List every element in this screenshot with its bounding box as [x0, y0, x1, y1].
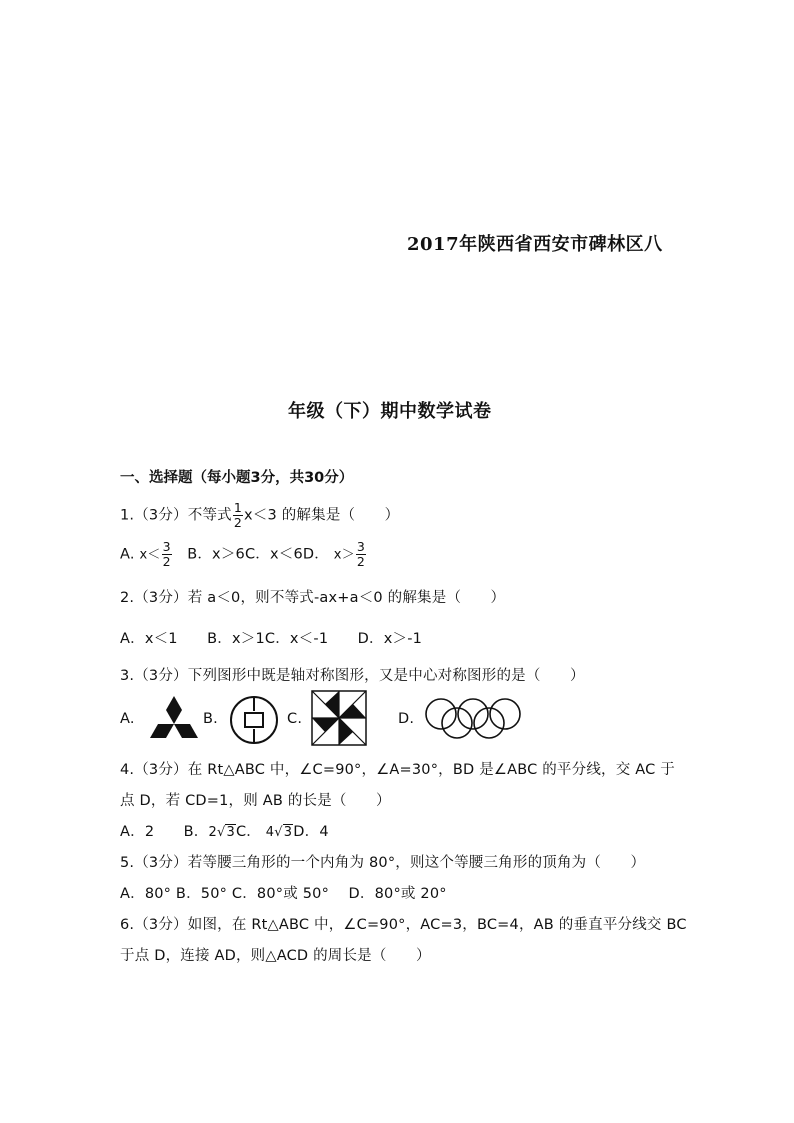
- radicand: 3: [283, 825, 293, 840]
- three-diamonds-figure: [145, 694, 203, 746]
- fraction-numerator: 3: [356, 539, 365, 554]
- question-6-line-1: 6.（3分）如图，在 Rt△ABC 中，∠C=90°，AC=3，BC=4，AB 的垂直平分线交 BC: [120, 917, 687, 933]
- question-5-options: A．80° B．50° C．80°或 50° D．80°或 20°: [120, 886, 447, 902]
- olympic-rings-figure: [423, 696, 525, 740]
- question-3-stem: 3.（3分）下列图形中既是轴对称图形，又是中心对称图形的是（ ）: [120, 668, 585, 684]
- question-4-line-1: 4.（3分）在 Rt△ABC 中，∠C=90°，∠A=30°，BD 是∠ABC 的平分线，交 AC 于: [120, 762, 675, 778]
- question-1-stem: [120, 501, 399, 530]
- option-bcd: B．x＞6C．x＜6D．: [187, 546, 329, 563]
- option-a-expr: x＜: [139, 547, 161, 563]
- question-3-option-c-label: C.: [287, 711, 303, 727]
- title-line-1: 2017年陕西省西安市碑林区八: [407, 234, 663, 255]
- radical-b: 2√3: [208, 825, 235, 840]
- question-5-stem: 5.（3分）若等腰三角形的一个内角为 80°，则这个等腰三角形的顶角为（ ）: [120, 855, 646, 871]
- fraction-numerator: 1: [233, 500, 243, 515]
- question-1-options: [120, 540, 367, 569]
- question-6-line-2: 于点 D，连接 AD，则△ACD 的周长是（ ）: [120, 948, 431, 964]
- question-2-stem: 2.（3分）若 a＜0，则不等式-ax+a＜0 的解集是（ ）: [120, 590, 506, 606]
- pinwheel-figure: [310, 689, 368, 747]
- question-4-options: [120, 820, 329, 841]
- option-d-fraction: [356, 540, 366, 569]
- option-a-label: A.: [120, 546, 135, 563]
- radical-coef: 4: [265, 825, 275, 840]
- option-d-text: D．4: [293, 824, 329, 840]
- option-a-b-text: A．2 B．: [120, 824, 209, 840]
- title-line-2: 年级（下）期中数学试卷: [288, 401, 492, 422]
- fraction-numerator: 3: [162, 539, 171, 554]
- question-1-pre: 1.（3分）不等式: [120, 507, 232, 524]
- option-d-expr: x＞: [333, 547, 355, 563]
- radical-c: 4√3: [265, 825, 293, 840]
- question-3-option-a-label: A.: [120, 711, 135, 727]
- radical-coef: 2: [208, 825, 217, 840]
- option-a-fraction: [162, 540, 172, 569]
- fraction-denominator: 2: [233, 515, 243, 530]
- fraction-denominator: 2: [356, 554, 365, 569]
- question-1-post: x＜3 的解集是（ ）: [244, 507, 400, 524]
- fraction-denominator: 2: [162, 554, 171, 569]
- question-3-option-d-label: D.: [398, 711, 415, 727]
- question-4-line-2: 点 D，若 CD=1，则 AB 的长是（ ）: [120, 793, 391, 809]
- section-heading: 一、选择题（每小题3分，共30分）: [120, 470, 354, 486]
- coin-figure: [228, 694, 280, 746]
- radicand: 3: [226, 825, 235, 840]
- question-1-fraction: [233, 501, 243, 530]
- option-c-label: C．: [235, 824, 261, 840]
- question-3-option-b-label: B.: [203, 711, 218, 727]
- question-2-options: A．x＜1 B．x＞1C．x＜-1 D．x＞-1: [120, 631, 423, 647]
